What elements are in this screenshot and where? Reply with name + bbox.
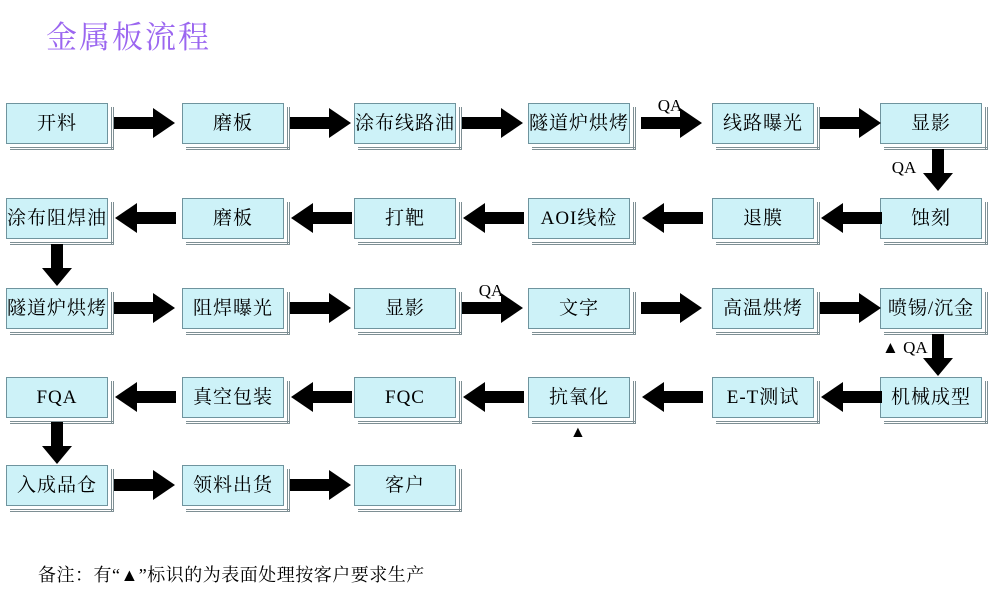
arrow-left-icon	[640, 200, 704, 236]
arrow-right-icon	[289, 290, 353, 326]
flow-node: 真空包装	[182, 377, 284, 418]
arrow-right-icon	[461, 105, 525, 141]
arrow-left-icon	[819, 200, 883, 236]
arrow-right-icon	[113, 290, 177, 326]
flow-node: 隧道炉烘烤	[6, 288, 108, 329]
flow-node: 客户	[354, 465, 456, 506]
qa-label: QA	[891, 158, 917, 177]
flow-node: 领料出货	[182, 465, 284, 506]
flow-node: E-T测试	[712, 377, 814, 418]
arrow-left-icon	[640, 379, 704, 415]
arrow-left-icon	[461, 379, 525, 415]
flow-node: 涂布阻焊油	[6, 198, 108, 239]
flow-node: 显影	[880, 103, 982, 144]
flow-node: 线路曝光	[712, 103, 814, 144]
flow-node: 磨板	[182, 103, 284, 144]
flow-node: 蚀刻	[880, 198, 982, 239]
triangle-marker: ▲	[570, 424, 586, 441]
flow-node: 机械成型	[880, 377, 982, 418]
qa-label: QA	[657, 96, 683, 115]
flow-node: 文字	[528, 288, 630, 329]
flow-node: 打靶	[354, 198, 456, 239]
flow-node: AOI线检	[528, 198, 630, 239]
arrow-right-icon	[819, 290, 883, 326]
arrow-left-icon	[819, 379, 883, 415]
triangle-qa-label: ▲ QA	[882, 338, 928, 357]
arrow-down-icon	[39, 421, 75, 465]
arrow-right-icon	[289, 105, 353, 141]
page-title: 金属板流程	[46, 20, 211, 55]
qa-label: QA	[478, 281, 504, 300]
flow-node: 开料	[6, 103, 108, 144]
arrow-down-icon	[39, 243, 75, 287]
flow-node: 隧道炉烘烤	[528, 103, 630, 144]
arrow-left-icon	[113, 200, 177, 236]
arrow-left-icon	[113, 379, 177, 415]
flow-node: 入成品仓	[6, 465, 108, 506]
flow-node: 涂布线路油	[354, 103, 456, 144]
arrow-right-icon	[113, 467, 177, 503]
arrow-right-icon	[289, 467, 353, 503]
flow-node: 退膜	[712, 198, 814, 239]
arrow-right-icon	[819, 105, 883, 141]
flow-node: 喷锡/沉金	[880, 288, 982, 329]
note-text: 备注：有“▲”标识的为表面处理按客户要求生产	[38, 565, 425, 585]
flow-node: 磨板	[182, 198, 284, 239]
arrow-left-icon	[461, 200, 525, 236]
flow-node: 显影	[354, 288, 456, 329]
arrow-left-icon	[289, 379, 353, 415]
arrow-left-icon	[289, 200, 353, 236]
arrow-down-icon	[920, 148, 956, 192]
arrow-right-icon	[640, 290, 704, 326]
flow-node: 阻焊曝光	[182, 288, 284, 329]
flow-node: FQA	[6, 377, 108, 418]
flow-node: FQC	[354, 377, 456, 418]
arrow-right-icon	[113, 105, 177, 141]
flow-node: 高温烘烤	[712, 288, 814, 329]
flow-node: 抗氧化	[528, 377, 630, 418]
